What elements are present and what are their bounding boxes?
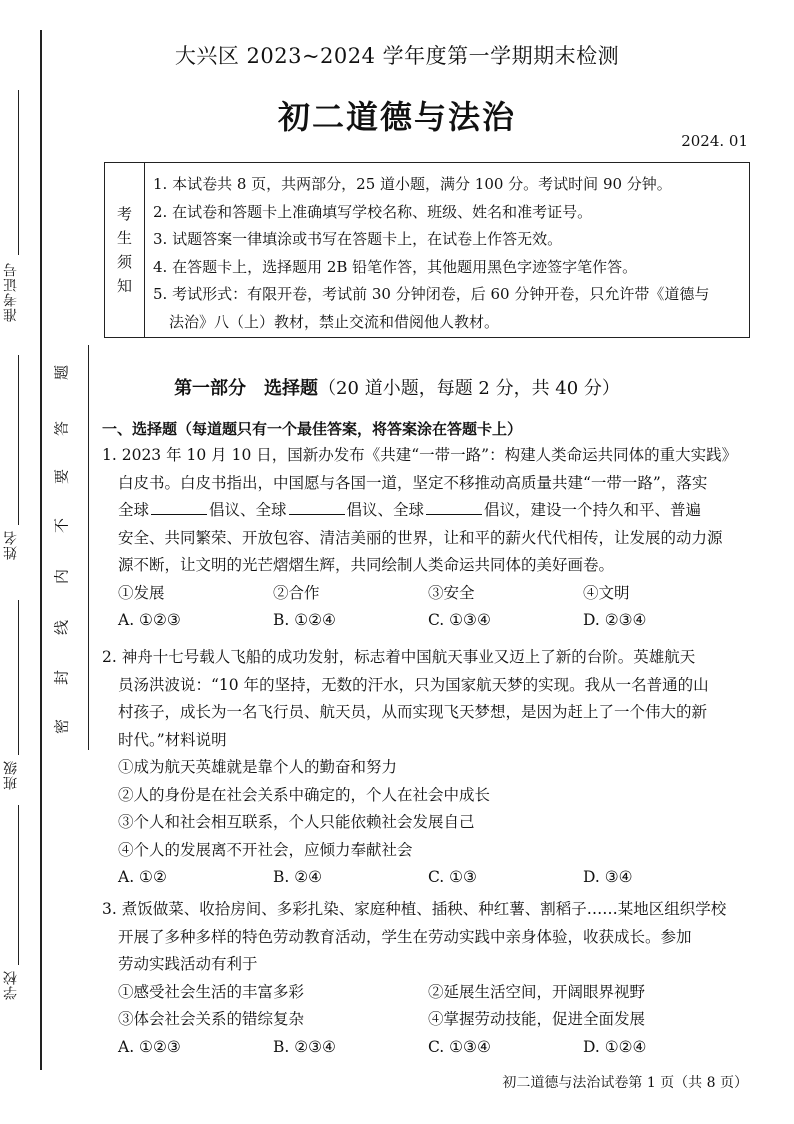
question-text-line: 源不断，让文明的光芒熠熠生辉，共同绘制人类命运共同体的美好画卷。 — [118, 556, 615, 574]
statement-item: ④个人的发展离不开社会，应倾力奉献社会 — [118, 840, 413, 859]
page-footer: 初二道德与法治试卷第 1 页（共 8 页） — [502, 1075, 748, 1091]
statement-item: ③体会社会关系的错综复杂 — [118, 1010, 305, 1028]
seal-char: 不 — [52, 518, 71, 534]
question-3 — [102, 896, 752, 1061]
answer-option-b[interactable]: B. ①②④ — [273, 611, 336, 629]
notice-item: 1. 本试卷共 8 页，共两部分，25 道小题，满分 100 分。考试时间 90 分钟。 — [153, 175, 672, 193]
answer-blank — [426, 500, 482, 515]
statement-item: ④掌握劳动技能，促进全面发展 — [428, 1010, 646, 1028]
notice-item: 2. 在试卷和答题卡上准确填写学校名称、班级、姓名和准考证号。 — [153, 202, 593, 221]
answer-option-c[interactable]: C. ①③ — [428, 868, 477, 886]
part-heading — [0, 374, 794, 400]
exam-date: 2024. 01 — [681, 132, 748, 150]
part-note: （20 道小题，每题 2 分，共 40 分） — [318, 378, 620, 399]
notice-label-char: 生 — [116, 229, 132, 247]
seal-char: 线 — [52, 620, 71, 636]
seal-char: 题 — [52, 365, 71, 381]
section-heading: 一、选择题（每道题只有一个最佳答案，将答案涂在答题卡上） — [102, 420, 523, 438]
school-label: 学校 — [3, 970, 19, 1000]
binding-border-line — [40, 30, 42, 1070]
answer-option-b[interactable]: B. ②④ — [273, 868, 323, 886]
notice-item: 5. 考试形式：有限开卷，考试前 30 分钟闭卷，后 60 分钟开卷，只允许带《道德与 — [153, 285, 710, 303]
seal-char: 内 — [52, 569, 71, 585]
statement-row — [102, 979, 752, 1007]
answer-option-c[interactable]: C. ①③④ — [428, 611, 491, 629]
class-field[interactable] — [18, 600, 19, 755]
name-label: 姓名 — [3, 530, 19, 560]
statement-item: ③安全 — [428, 583, 475, 602]
question-text-line: 安全、共同繁荣、开放包容、清洁美丽的世界，让和平的薪火代代相传，让发展的动力源 — [118, 528, 723, 547]
seal-char: 封 — [52, 670, 71, 686]
statement-item: ①成为航天英雄就是靠个人的勤奋和努力 — [118, 758, 398, 776]
notice-label — [105, 163, 145, 337]
question-text-line: 村孩子，成长为一名飞行员、航天员，从而实现飞天梦想，是因为赶上了一个伟大的新 — [118, 703, 708, 721]
answer-options — [102, 1034, 752, 1062]
blank-line-text: 全球 — [118, 501, 150, 519]
notice-item: 法治》八（上）教材，禁止交流和借阅他人教材。 — [169, 312, 500, 331]
statement-item: ④文明 — [583, 583, 630, 602]
exam-notice-box — [104, 162, 750, 338]
statement-item: ③个人和社会相互联系，个人只能依赖社会发展自己 — [118, 813, 475, 831]
binding-seal-line — [88, 345, 89, 750]
question-blank-line — [102, 497, 752, 525]
notice-item: 3. 试题答案一律填涂或书写在答题卡上，在试卷上作答无效。 — [153, 230, 563, 248]
answer-option-d[interactable]: D. ①②④ — [583, 1037, 647, 1056]
answer-option-b[interactable]: B. ②③④ — [273, 1037, 336, 1056]
exam-id-label: 准考证号 — [3, 262, 19, 322]
notice-list — [153, 171, 743, 336]
subject-title: 初二道德与法治 — [277, 98, 516, 136]
seal-char: 要 — [52, 469, 71, 485]
statement-row — [102, 580, 752, 608]
statement-item: ①感受社会生活的丰富多彩 — [118, 982, 305, 1001]
question-2 — [102, 644, 752, 892]
notice-item: 4. 在答题卡上，选择题用 2B 铅笔作答，其他题用黑色字迹签字笔作答。 — [153, 257, 638, 276]
seal-char: 密 — [52, 719, 71, 735]
statement-item: ①发展 — [118, 583, 165, 602]
seal-char: 答 — [52, 421, 71, 437]
question-1 — [102, 442, 752, 635]
answer-option-c[interactable]: C. ①③④ — [428, 1037, 491, 1056]
class-label: 班级 — [3, 760, 19, 790]
answer-option-a[interactable]: A. ①②③ — [118, 1037, 181, 1056]
statement-row — [102, 1006, 752, 1034]
statement-item: ②人的身份是在社会关系中确定的，个人在社会中成长 — [118, 785, 491, 804]
notice-label-char: 须 — [116, 253, 132, 271]
notice-label-char: 考 — [116, 205, 132, 223]
blank-line-text: 倡议，建设一个持久和平、普遍 — [484, 501, 702, 519]
question-text-line: 1. 2023 年 10 月 10 日，国新办发布《共建“一带一路”：构建人类命运共同体的重大实践》 — [102, 446, 738, 464]
statement-item: ②合作 — [273, 583, 320, 602]
question-text-line: 员汤洪波说：“10 年的坚持，无数的汗水，只为国家航天梦的实现。我从一名普通的山 — [118, 675, 709, 694]
notice-label-char: 知 — [116, 277, 132, 295]
question-text-line: 开展了多种多样的特色劳动教育活动，学生在劳动实践中亲身体验，收获成长。参加 — [118, 927, 692, 946]
answer-blank — [289, 500, 345, 515]
answer-option-a[interactable]: A. ①②③ — [118, 611, 181, 629]
answer-option-a[interactable]: A. ①② — [118, 868, 167, 886]
answer-options — [102, 864, 752, 892]
question-text-line: 时代。”材料说明 — [118, 730, 227, 749]
question-text-line: 白皮书。白皮书指出，中国愿与各国一道，坚定不移推动高质量共建“一带一路”，落实 — [118, 473, 708, 492]
blank-line-text: 倡议、全球 — [209, 501, 287, 519]
exam-title: 大兴区 2023~2024 学年度第一学期期末检测 — [174, 44, 620, 68]
question-text-line: 3. 煮饭做菜、收拾房间、多彩扎染、家庭种植、插秧、种红薯、割稻子……某地区组织学校 — [102, 900, 727, 918]
school-field[interactable] — [18, 805, 19, 965]
part-title: 第一部分 选择题 — [174, 378, 319, 399]
statement-item: ②延展生活空间，开阔眼界视野 — [428, 982, 646, 1001]
question-text-line: 2. 神舟十七号载人飞船的成功发射，标志着中国航天事业又迈上了新的台阶。英雄航天 — [102, 648, 696, 666]
answer-options — [102, 607, 752, 635]
answer-option-d[interactable]: D. ②③④ — [583, 611, 647, 629]
question-text-line: 劳动实践活动有利于 — [118, 955, 258, 973]
answer-option-d[interactable]: D. ③④ — [583, 868, 633, 886]
blank-line-text: 倡议、全球 — [346, 501, 425, 519]
answer-blank — [151, 500, 207, 515]
